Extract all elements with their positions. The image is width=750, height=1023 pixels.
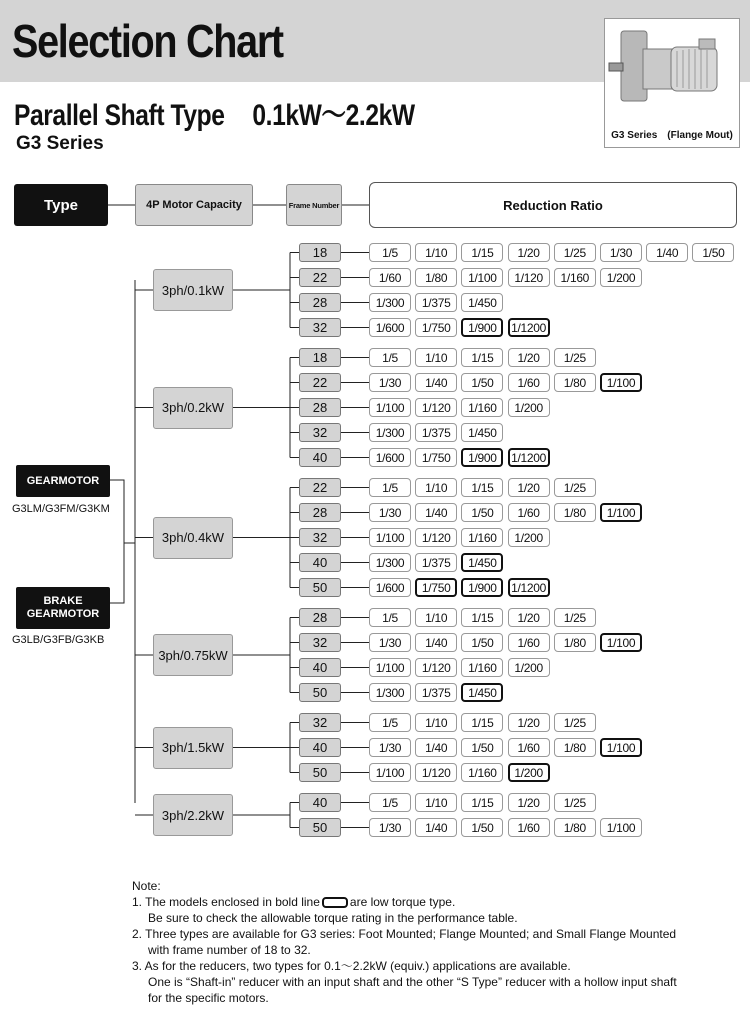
notes xyxy=(132,878,742,1006)
ratio-value: 1/40 xyxy=(646,243,688,262)
series-label: G3 Series xyxy=(16,133,104,154)
ratio-value: 1/30 xyxy=(369,503,411,522)
capacity-box: 3ph/1.5kW xyxy=(153,727,233,769)
ratio-value: 1/80 xyxy=(554,738,596,757)
frame-number: 28 xyxy=(299,608,341,627)
ratio-value: 1/10 xyxy=(415,713,457,732)
ratio-value: 1/600 xyxy=(369,578,411,597)
frame-number: 40 xyxy=(299,738,341,757)
ratio-value: 1/20 xyxy=(508,478,550,497)
ratio-value: 1/60 xyxy=(508,373,550,392)
ratio-value: 1/30 xyxy=(369,373,411,392)
note-1-text-end: are low torque type. xyxy=(349,895,456,909)
ratio-value: 1/50 xyxy=(692,243,734,262)
ratio-value: 1/120 xyxy=(415,398,457,417)
ratio-value: 1/375 xyxy=(415,293,457,312)
ratio-value: 1/100 xyxy=(369,763,411,782)
frame-number: 18 xyxy=(299,243,341,262)
column-header-frame: Frame Number xyxy=(286,184,342,226)
ratio-value: 1/15 xyxy=(461,243,503,262)
frame-number: 32 xyxy=(299,633,341,652)
capacity-box: 3ph/0.4kW xyxy=(153,517,233,559)
notes-heading: Note: xyxy=(132,879,161,893)
column-header-ratio: Reduction Ratio xyxy=(369,182,737,228)
ratio-low-torque: 1/100 xyxy=(600,503,642,522)
ratio-low-torque: 1/200 xyxy=(508,763,550,782)
note-3: 3. As for the reducers, two types for 0.1～2.2kW (equiv.) applications are available. xyxy=(132,959,571,973)
ratio-value: 1/30 xyxy=(600,243,642,262)
ratio-low-torque: 1/1200 xyxy=(508,448,550,467)
frame-number: 50 xyxy=(299,818,341,837)
ratio-value: 1/80 xyxy=(554,633,596,652)
frame-number: 32 xyxy=(299,423,341,442)
ratio-value: 1/10 xyxy=(415,608,457,627)
ratio-value: 1/160 xyxy=(461,658,503,677)
ratio-value: 1/25 xyxy=(554,608,596,627)
ratio-value: 1/40 xyxy=(415,738,457,757)
ratio-value: 1/120 xyxy=(508,268,550,287)
ratio-value: 1/100 xyxy=(369,528,411,547)
ratio-value: 1/20 xyxy=(508,793,550,812)
bold-line-legend xyxy=(322,897,348,908)
ratio-value: 1/40 xyxy=(415,633,457,652)
ratio-value: 1/80 xyxy=(554,818,596,837)
ratio-value: 1/25 xyxy=(554,793,596,812)
frame-number: 50 xyxy=(299,763,341,782)
ratio-value: 1/40 xyxy=(415,503,457,522)
ratio-value: 1/300 xyxy=(369,683,411,702)
page-title: Selection Chart xyxy=(12,15,283,67)
type-code-brake-gearmotor: G3LB/G3FB/G3KB xyxy=(12,634,105,646)
ratio-value: 1/30 xyxy=(369,633,411,652)
ratio-value: 1/30 xyxy=(369,738,411,757)
ratio-value: 1/200 xyxy=(508,658,550,677)
ratio-value: 1/25 xyxy=(554,713,596,732)
ratio-value: 1/300 xyxy=(369,293,411,312)
ratio-value: 1/20 xyxy=(508,348,550,367)
column-header-capacity: 4P Motor Capacity xyxy=(135,184,253,226)
ratio-low-torque: 1/900 xyxy=(461,448,503,467)
ratio-value: 1/160 xyxy=(554,268,596,287)
frame-number: 40 xyxy=(299,553,341,572)
ratio-value: 1/50 xyxy=(461,503,503,522)
ratio-value: 1/160 xyxy=(461,398,503,417)
ratio-value: 1/20 xyxy=(508,608,550,627)
ratio-value: 1/10 xyxy=(415,243,457,262)
frame-number: 50 xyxy=(299,683,341,702)
note-3-detail-end: for the specific motors. xyxy=(148,991,269,1005)
ratio-value: 1/30 xyxy=(369,818,411,837)
ratio-value: 1/60 xyxy=(508,503,550,522)
ratio-low-torque: 1/1200 xyxy=(508,578,550,597)
capacity-box: 3ph/0.2kW xyxy=(153,387,233,429)
frame-number: 22 xyxy=(299,373,341,392)
ratio-low-torque: 1/100 xyxy=(600,738,642,757)
ratio-value: 1/5 xyxy=(369,243,411,262)
ratio-value: 1/200 xyxy=(508,528,550,547)
frame-number: 32 xyxy=(299,528,341,547)
ratio-value: 1/375 xyxy=(415,553,457,572)
capacity-box: 3ph/0.75kW xyxy=(153,634,233,676)
ratio-value: 1/80 xyxy=(554,373,596,392)
ratio-value: 1/5 xyxy=(369,348,411,367)
ratio-value: 1/120 xyxy=(415,528,457,547)
ratio-value: 1/200 xyxy=(600,268,642,287)
ratio-value: 1/5 xyxy=(369,713,411,732)
ratio-value: 1/50 xyxy=(461,373,503,392)
ratio-low-torque: 1/900 xyxy=(461,318,503,337)
subtitle-type: Parallel Shaft Type xyxy=(14,99,225,132)
ratio-value: 1/50 xyxy=(461,738,503,757)
ratio-low-torque: 1/1200 xyxy=(508,318,550,337)
ratio-value: 1/100 xyxy=(461,268,503,287)
ratio-value: 1/450 xyxy=(461,423,503,442)
frame-number: 22 xyxy=(299,268,341,287)
ratio-low-torque: 1/450 xyxy=(461,683,503,702)
frame-number: 28 xyxy=(299,503,341,522)
ratio-value: 1/60 xyxy=(508,738,550,757)
note-1-detail: Be sure to check the allowable torque rating in the performance table. xyxy=(148,911,518,925)
ratio-value: 1/750 xyxy=(415,448,457,467)
type-gearmotor: GEARMOTOR xyxy=(16,465,110,497)
ratio-low-torque: 1/750 xyxy=(415,578,457,597)
ratio-value: 1/10 xyxy=(415,793,457,812)
ratio-value: 1/25 xyxy=(554,478,596,497)
ratio-low-torque: 1/100 xyxy=(600,373,642,392)
ratio-value: 1/375 xyxy=(415,423,457,442)
ratio-value: 1/15 xyxy=(461,478,503,497)
ratio-value: 1/750 xyxy=(415,318,457,337)
ratio-value: 1/300 xyxy=(369,553,411,572)
ratio-value: 1/120 xyxy=(415,763,457,782)
photo-caption: G3 Series (Flange Mout) xyxy=(611,130,733,141)
ratio-value: 1/40 xyxy=(415,373,457,392)
ratio-value: 1/60 xyxy=(508,818,550,837)
ratio-value: 1/5 xyxy=(369,793,411,812)
ratio-value: 1/160 xyxy=(461,528,503,547)
note-3-detail: One is “Shaft-in” reducer with an input shaft and the other “S Type” reducer with a hollow input shaft xyxy=(148,975,677,989)
type-brake-gearmotor: BRAKE GEARMOTOR xyxy=(16,587,110,629)
ratio-value: 1/100 xyxy=(369,398,411,417)
ratio-value: 1/10 xyxy=(415,478,457,497)
ratio-value: 1/15 xyxy=(461,608,503,627)
ratio-value: 1/200 xyxy=(508,398,550,417)
frame-number: 50 xyxy=(299,578,341,597)
frame-number: 32 xyxy=(299,318,341,337)
ratio-value: 1/25 xyxy=(554,243,596,262)
power-range: 0.1kW～2.2kW xyxy=(252,99,415,132)
frame-number: 40 xyxy=(299,448,341,467)
ratio-value: 1/15 xyxy=(461,793,503,812)
ratio-value: 1/40 xyxy=(415,818,457,837)
type-code-gearmotor: G3LM/G3FM/G3KM xyxy=(12,503,110,515)
ratio-value: 1/600 xyxy=(369,318,411,337)
ratio-value: 1/450 xyxy=(461,293,503,312)
ratio-low-torque: 1/100 xyxy=(600,633,642,652)
frame-number: 28 xyxy=(299,398,341,417)
capacity-box: 3ph/0.1kW xyxy=(153,269,233,311)
ratio-value: 1/50 xyxy=(461,818,503,837)
ratio-value: 1/60 xyxy=(369,268,411,287)
ratio-value: 1/300 xyxy=(369,423,411,442)
ratio-value: 1/20 xyxy=(508,713,550,732)
frame-number: 40 xyxy=(299,658,341,677)
ratio-value: 1/375 xyxy=(415,683,457,702)
ratio-low-torque: 1/900 xyxy=(461,578,503,597)
ratio-value: 1/5 xyxy=(369,478,411,497)
ratio-value: 1/5 xyxy=(369,608,411,627)
frame-number: 32 xyxy=(299,713,341,732)
ratio-value: 1/600 xyxy=(369,448,411,467)
ratio-value: 1/100 xyxy=(369,658,411,677)
ratio-value: 1/20 xyxy=(508,243,550,262)
ratio-value: 1/15 xyxy=(461,713,503,732)
ratio-value: 1/50 xyxy=(461,633,503,652)
ratio-value: 1/160 xyxy=(461,763,503,782)
frame-number: 18 xyxy=(299,348,341,367)
note-1-text: 1. The models enclosed in bold line xyxy=(132,895,320,909)
note-2-detail: with frame number of 18 to 32. xyxy=(148,943,311,957)
capacity-box: 3ph/2.2kW xyxy=(153,794,233,836)
ratio-value: 1/25 xyxy=(554,348,596,367)
frame-number: 28 xyxy=(299,293,341,312)
ratio-low-torque: 1/450 xyxy=(461,553,503,572)
ratio-value: 1/15 xyxy=(461,348,503,367)
frame-number: 22 xyxy=(299,478,341,497)
ratio-value: 1/10 xyxy=(415,348,457,367)
ratio-value: 1/120 xyxy=(415,658,457,677)
note-1 xyxy=(132,894,742,910)
ratio-value: 1/80 xyxy=(415,268,457,287)
ratio-value: 1/100 xyxy=(600,818,642,837)
note-2: 2. Three types are available for G3 series: Foot Mounted; Flange Mounted; and Small Flange Mounted xyxy=(132,927,677,941)
ratio-value: 1/80 xyxy=(554,503,596,522)
frame-number: 40 xyxy=(299,793,341,812)
ratio-value: 1/60 xyxy=(508,633,550,652)
column-header-type: Type xyxy=(14,184,108,226)
